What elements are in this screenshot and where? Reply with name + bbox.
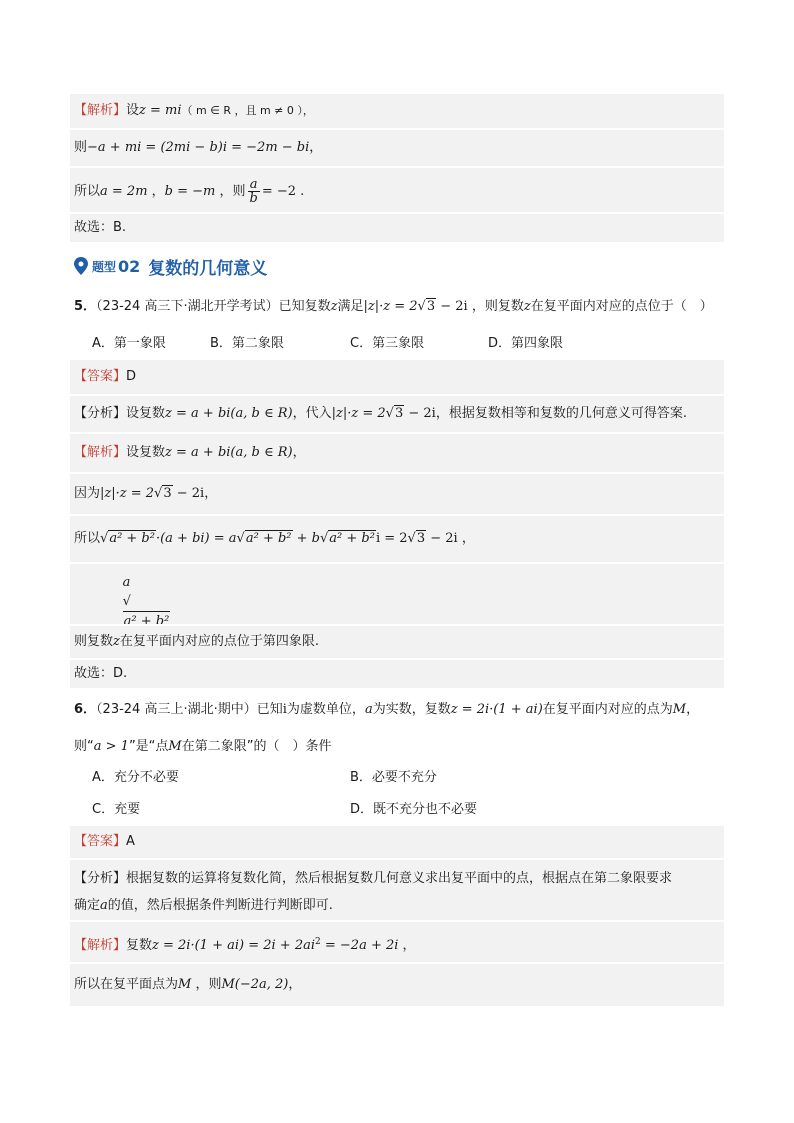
- option-c: C．第三象限: [350, 336, 425, 351]
- analysis-tag: 【解析】: [74, 103, 127, 118]
- solution-line: 则复数z在复平面内对应的点位于第四象限.: [70, 626, 724, 658]
- fraction: $\frac{a}{b}$: [249, 177, 258, 206]
- option-c: C．充要: [92, 802, 141, 817]
- solution-line: 则−a + mi = (2mi − b)i = −2m − bi，: [70, 130, 724, 166]
- option-b: B．必要不充分: [350, 770, 437, 785]
- option-d: D．第四象限: [488, 336, 564, 351]
- solution-line: 所以在复平面点为M ，则M(−2a, 2)，: [70, 964, 724, 1006]
- fenxi-block: 【分析】根据复数的运算将复数化简，然后根据复数几何意义求出复平面中的点，根据点在第二象限要求 确定a的值，然后根据条件判断进行判断即可.: [70, 860, 724, 920]
- solution-line: 所以a = 2m ，b = −m ，则 $\frac{a}{b}$ = −2 .: [70, 168, 724, 212]
- solution-line: 因为|z|·z = 2√3 − 2i，: [70, 474, 724, 514]
- solution-line: [70, 564, 724, 624]
- answer-line: 【答案】A: [70, 826, 724, 858]
- question-6-stem: 6．（23-24 高三上·湖北·期中）已知i为虚数单位，a为实数，复数z = 2i·(1 + ai)在复平面内对应的点为M，: [74, 702, 700, 717]
- option-a: A．第一象限: [92, 336, 166, 351]
- option-b: B．第二象限: [210, 336, 284, 351]
- question-5-stem: 5．（23-24 高三下·湖北开学考试）已知复数z满足|z|·z = 2√3 − 2i ，则复数z在复平面内对应的点位于（ ）: [74, 299, 713, 314]
- answer-choice-line: 故选：D.: [70, 660, 724, 688]
- question-6-stem-line-2: 则“a > 1”是“点M在第二象限”的（ ）条件: [74, 739, 332, 754]
- section-title: 复数的几何意义: [148, 258, 268, 279]
- option-a: A．充分不必要: [92, 770, 179, 785]
- answer-line: 【答案】D: [70, 360, 724, 394]
- section-label: 题型: [92, 259, 117, 274]
- section-number: 02: [118, 256, 141, 276]
- analysis-line: 【解析】复数$z = 2i\cdot(1 + ai) = 2i + 2ai^2 = -2a + 2i$ ，: [70, 922, 724, 962]
- fenxi-line: 【分析】设复数z = a + bi(a, b ∈ R)，代入|z|·z = 2√3 − 2i，根据复数相等和复数的几何意义可得答案.: [70, 396, 724, 432]
- solution-line: 所以√a² + b²·(a + bi) = a√a² + b² + b√a² + b²i = 2√3 − 2i ，: [70, 516, 724, 562]
- equation-system: a √ a² + b²: [123, 573, 171, 624]
- option-d: D．既不充分也不必要: [350, 802, 478, 817]
- answer-choice-line: 故选：B.: [70, 214, 724, 242]
- location-pin-icon: [74, 257, 88, 275]
- section-heading: [74, 254, 267, 278]
- analysis-line: 【解析】设复数z = a + bi(a, b ∈ R)，: [70, 434, 724, 472]
- analysis-line: 【解析】设z = mi（ m ∈ R ，且 m ≠ 0 ），: [70, 94, 724, 128]
